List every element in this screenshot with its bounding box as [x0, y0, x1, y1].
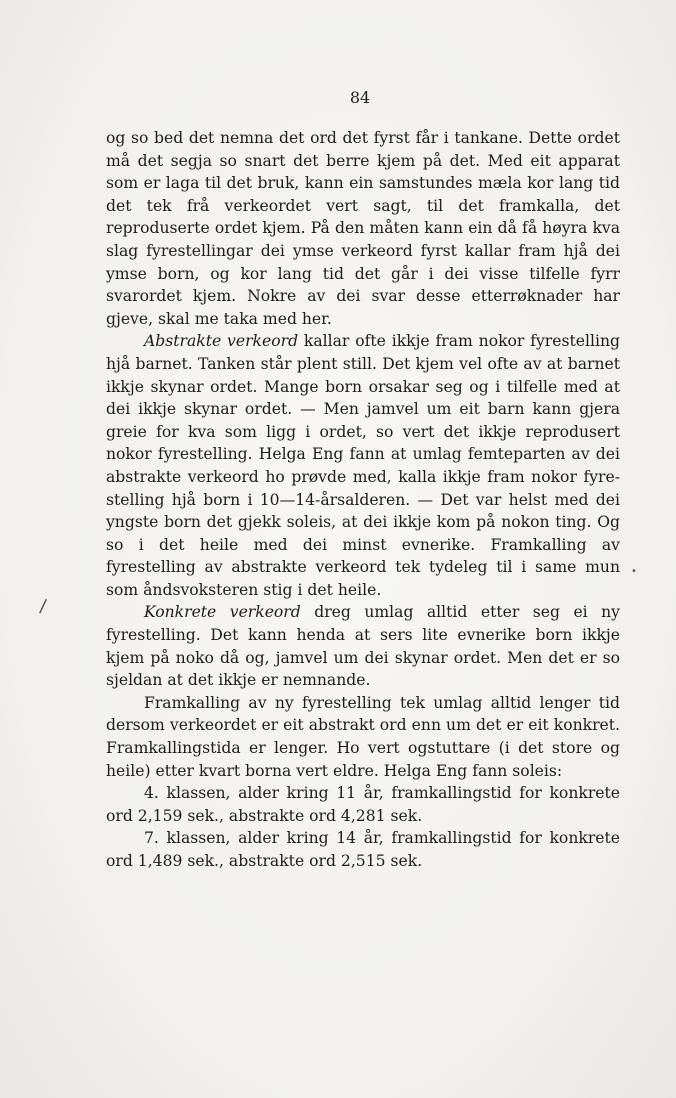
paragraph-intro-text: og so bed det nemna det ord det fyrst får i tankane. Dette ordet må det segja so snart det berre kjem på det. Med eit apparat som er laga til det bruk, kann ein samstundes mæla kor lang tid det tek frå verkeordet vert sagt, til det framkalla, det reproduserte ordet kjem. På den måten kann ein då få høyra kva slag fyrestellingar dei ymse verkeord fyrst kallar fram hjå dei ymse born, og kor lang tid det går i dei visse tilfelle fyrr svarordet kjem. Nokre av dei svar desse etterrøknader har gjeve, skal me taka med her. [106, 129, 620, 328]
term-konkrete-verkeord: Konkrete verkeord [144, 603, 301, 622]
paragraph-konkrete [106, 601, 620, 691]
paragraph-abstrakte-text: kallar ofte ikkje fram nokor fyrestelling hjå barnet. Tanken står plent still. Det kjem vel ofte av at barnet ikkje skynar ordet. Mange born orsakar seg og i tilfelle med at dei ikkje skynar ordet. — Men jamvel um eit barn kann gjera greie for kva som ligg i ordet, so vert det ikkje reprodusert nokor fyrestelling. Helga Eng fann at umlag femteparten av dei abstrakte verkeord ho prøvde med, kalla ikkje fram nokor fyrestelling hjå born i 10—14-årsalderen. — Det var helst med dei yngste born det gjekk soleis, at dei ikkje kom på nokon ting. Og so i det heile med dei minst evnerike. Framkalling av fyrestelling av abstrakte verkeord tek tydeleg til i same mun som åndsvoksteren stig i det heile. [106, 332, 620, 599]
margin-dot-mark: • [631, 566, 637, 577]
body-text [106, 127, 620, 873]
list-item-class-7-text: 7. klassen, alder kring 14 år, framkallingstid for konkrete ord 1,489 sek., abstrakte ord 2,515 sek. [106, 829, 620, 870]
term-abstrakte-verkeord: Abstrakte verkeord [144, 332, 299, 351]
paragraph-konkrete-text: dreg umlag alltid etter seg ei ny fyrestelling. Det kann henda at sers lite evnerike born ikkje kjem på noko då og, jamvel um dei skynar ordet. Men det er so sjeldan at det ikkje er nemnande. [106, 603, 620, 690]
list-item-class-4-text: 4. klassen, alder kring 11 år, framkallingstid for konkrete ord 2,159 sek., abstrakte ord 4,281 sek. [106, 784, 620, 825]
list-item-class-7 [106, 827, 620, 872]
list-item-class-4 [106, 782, 620, 827]
paragraph-framkalling-text: Framkalling av ny fyrestelling tek umlag alltid lenger tid dersom verkeordet er eit abstrakt ord enn um det er eit konkret. Framkallingstida er lenger. Ho vert ogstuttare (i det store og heile) etter kvart borna vert eldre. Helga Eng fann soleis: [106, 693, 620, 780]
paragraph-abstrakte [106, 330, 620, 601]
paragraph-framkalling [106, 692, 620, 782]
paragraph-intro [106, 127, 620, 330]
margin-slash-mark: / [38, 595, 48, 618]
page-number: 84 [349, 88, 371, 107]
